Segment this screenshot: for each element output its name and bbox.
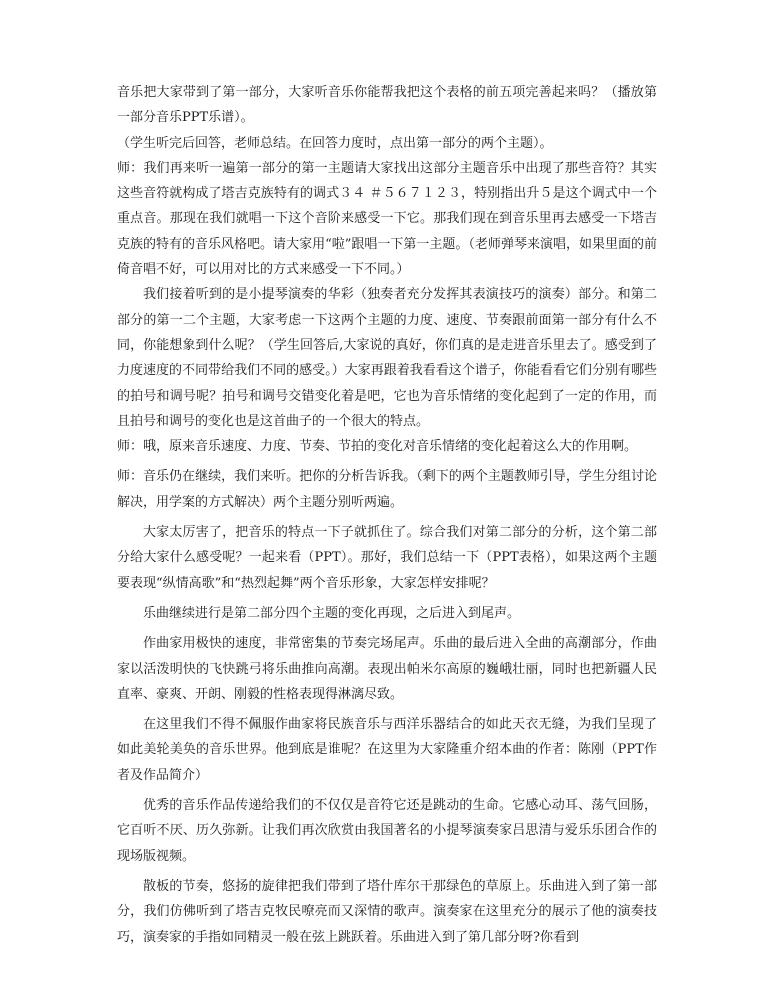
paragraph-teacher-first-theme: 师：我们再来听一遍第一部分的第一主题请大家找出这部分主题音乐中出现了那些音符？其实这些音符就构成了塔吉克族特有的调式３４ ＃５６７１２３，特别指出升５是这个调式中一个重点音。那现在我们就唱一下这个音阶来感受一下它。那我们现在到音乐里再去感受一下塔吉克族的特有的音乐风格吧。请大家用“啦”跟唱一下第一主题。（老师弹琴来演唱，如果里面的前倚音唱不好，可以用对比的方式来感受一下不同。） [117,160,657,278]
paragraph-summary-part-two: 大家太厉害了，把音乐的特点一下子就抓住了。综合我们对第二部分的分析，这个第二部分给大家什么感受呢？一起来看（PPT）。那好，我们总结一下（PPT表格），如果这两个主题要表现“纵情高歌”和“热烈起舞”两个音乐形象，大家怎样安排呢？ [117,525,657,591]
paragraph-coda: 作曲家用极快的速度，非常密集的节奏完场尾声。乐曲的最后进入全曲的高潮部分，作曲家以活泼明快的飞快跳弓将乐曲推向高潮。表现出帕米尔高原的巍峨壮丽，同时也把新疆人民直率、豪爽、开朗、刚毅的性格表现得淋漓尽致。 [117,636,657,702]
paragraph-free-rhythm: 散板的节奏，悠扬的旋律把我们带到了塔什库尔干那绿色的草原上。乐曲进入到了第一部分，我们仿佛听到了塔吉克牧民嘹亮而又深情的歌声。演奏家在这里充分的展示了他的演奏技巧，演奏家的手指如同精灵一般在弦上跳跃着。乐曲进入到了第几部分呀?你看到 [117,878,657,945]
paragraph-student-answer: （学生听完后回答，老师总结。在回答力度时，点出第一部分的两个主题）。 [117,135,553,151]
paragraph-teacher-continue: 师：音乐仍在继续，我们来听。把你的分析告诉我。（剩下的两个主题教师引导，学生分组讨论解决，用学案的方式解决）两个主题分别听两遍。 [117,469,657,510]
paragraph-intro: 音乐把大家带到了第一部分，大家听音乐你能帮我把这个表格的前五项完善起来吗？（播放第一部分音乐PPT乐谱）。 [117,85,657,126]
paragraph-composer: 在这里我们不得不佩服作曲家将民族音乐与西洋乐器结合的如此天衣无缝，为我们呈现了如此美轮美奂的音乐世界。他到底是谁呢？在这里为大家隆重介绍本曲的作者：陈刚（PPT作者及作品简介） [117,717,657,783]
paragraph-recapitulation: 乐曲继续进行是第二部分四个主题的变化再现，之后进入到尾声。 [143,605,521,621]
paragraph-teacher-remark: 师：哦，原来音乐速度、力度、节奏、节拍的变化对音乐情绪的变化起着这么大的作用啊。 [117,439,638,455]
paragraph-violin-cadenza: 我们接着听到的是小提琴演奏的华彩（独奏者充分发挥其表演技巧的演奏）部分。和第二部分的第一二个主题，大家考虑一下这两个主题的力度、速度、节奏跟前面第一部分有什么不同，你能想象到什么呢？（学生回答后,大家说的真好，你们真的是走进音乐里去了。感受到了力度速度的不同带给我们不同的感受。）大家再跟着我看看这个谱子，你能看看它们分别有哪些的拍号和调号呢？拍号和调号交错变化着是吧，它也为音乐情绪的变化起到了一定的作用，而且拍号和调号的变化也是这首曲子的一个很大的特点。 [117,287,657,429]
paragraph-video: 优秀的音乐作品传递给我们的不仅仅是音符它还是跳动的生命。它感心动耳、荡气回肠，它百听不厌、历久弥新。让我们再次欣赏由我国著名的小提琴演奏家吕思清与爱乐乐团合作的现场版视频。 [117,798,657,864]
document-page [117,80,657,950]
